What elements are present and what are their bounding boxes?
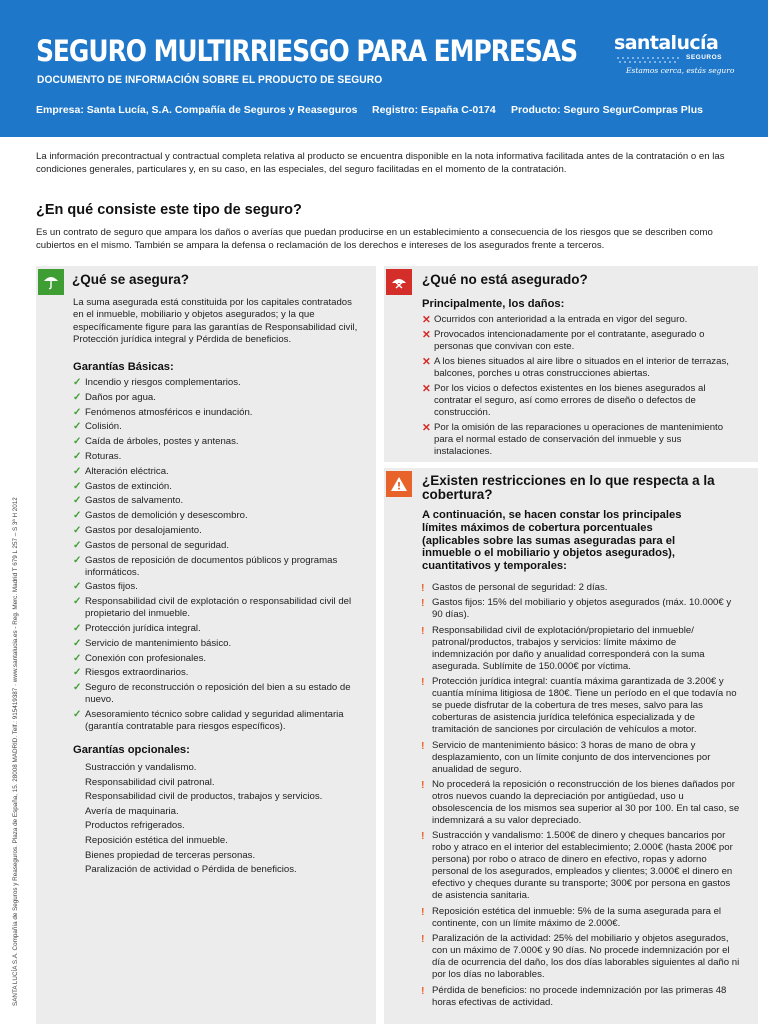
list-item-text: Responsabilidad civil patronal. — [85, 776, 215, 788]
insured-text: La suma asegurada está constituida por los capitales contratados en el inmueble, mobiliario y objetos asegurados; y la que específicamente figure para las garantías de Responsabilidad civil, Protección jurídica integral y Pérdida de beneficios. — [73, 297, 358, 346]
list-item — [73, 820, 363, 832]
list-item — [73, 407, 363, 419]
list-item — [420, 625, 740, 673]
brand-name: santalucía — [614, 32, 719, 54]
optional-guarantees-list — [73, 762, 363, 876]
legal-side-text: SANTA LUCÍA S.A. Compañía de Seguros y Reaseguros. Plaza de España, 15. 28008 MADRID. Telf.: 915419387 · www.santalucia.es - Reg. Merc. Madrid T 679 L 257 – S 3ª H 2012 — [12, 497, 19, 1006]
list-item-text: Responsabilidad civil de explotación o responsabilidad civil del propietario del inmueble. — [85, 596, 352, 620]
exclamation-icon: ! — [421, 830, 425, 843]
exclamation-icon: ! — [421, 624, 425, 637]
list-item-text: Ocurridos con anterioridad a la entrada en vigor del seguro. — [434, 314, 688, 325]
list-item — [73, 596, 363, 620]
list-item-text: Responsabilidad civil de explotación/propietario del inmueble/ patronal/productos, trabajos y servicios: límite máximo de indemnización por daño y anualidad corresponderá con la suma asegurada. Sublímite de 150.000€ por víctima. — [432, 624, 705, 672]
restrictions-list — [420, 582, 740, 1009]
cross-icon: ✕ — [422, 422, 431, 434]
list-item-text: Gastos de extinción. — [85, 480, 172, 492]
not-insured-subtitle: Principalmente, los daños: — [422, 298, 565, 310]
list-item — [73, 653, 363, 665]
exclamation-icon: ! — [421, 582, 425, 594]
optional-guarantees-title: Garantías opcionales: — [73, 744, 190, 756]
list-item — [73, 623, 363, 635]
list-item-text: Gastos fijos: 15% del mobiliario y objetos asegurados (máx. 10.000€ y 90 días). — [432, 597, 732, 621]
list-item — [73, 436, 363, 448]
list-item-text: Gastos de demolición y desescombro. — [85, 510, 248, 522]
list-item-text: Avería de maquinaria. — [85, 805, 179, 817]
cross-icon: ✕ — [422, 329, 431, 341]
list-item-text: Pérdida de beneficios: no procede indemnización por las primeras 48 horas efectivas de actividad. — [432, 984, 727, 1008]
list-item — [422, 422, 732, 458]
list-item — [73, 667, 363, 679]
cross-icon: ✕ — [422, 314, 431, 326]
check-icon: ✓ — [73, 524, 82, 536]
exclamation-icon: ! — [421, 739, 425, 752]
check-icon: ✓ — [73, 667, 82, 679]
brand-seguros: SEGUROS — [686, 54, 723, 61]
list-item — [73, 638, 363, 650]
exclamation-icon: ! — [421, 905, 425, 918]
basic-guarantees-title: Garantías Básicas: — [73, 361, 174, 373]
list-item — [422, 329, 732, 353]
warning-icon — [386, 471, 412, 497]
list-item-text: Incendio y riesgos complementarios. — [85, 377, 241, 388]
check-icon: ✓ — [73, 465, 82, 477]
check-icon: ✓ — [73, 495, 82, 507]
list-item — [73, 791, 363, 803]
list-item-text: Riesgos extraordinarios. — [85, 667, 189, 679]
list-item — [420, 676, 740, 736]
list-item-text: Fenómenos atmosféricos e inundación. — [85, 406, 253, 418]
list-item — [73, 555, 363, 579]
list-item-text: Daños por agua. — [85, 391, 156, 403]
umbrella-icon — [38, 269, 64, 295]
check-icon: ✓ — [73, 708, 82, 720]
list-item-text: Gastos fijos. — [85, 581, 138, 593]
list-item-text: Conexión con profesionales. — [85, 652, 207, 664]
list-item — [420, 906, 740, 930]
list-item — [73, 581, 363, 593]
list-item-text: Protección jurídica integral. — [85, 622, 201, 634]
list-item-text: Sustracción y vandalismo. — [85, 762, 197, 773]
list-item — [420, 830, 740, 902]
list-item-text: Por la omisión de las reparaciones u operaciones de mantenimiento para el normal estado de conservación del inmueble y sus instalaciones. — [434, 422, 724, 457]
list-item — [73, 481, 363, 493]
section-text: Es un contrato de seguro que ampara los daños o averías que puedan producirse en un establecimiento a consecuencia de los riesgos que se describen como cubiertos en el mismo. También se ampara la defensa o reclamación de los derechos e intereses de los asegurados frente a terceros. — [36, 227, 713, 251]
list-item-text: Seguro de reconstrucción o reposición del bien a su estado de nuevo. — [85, 682, 351, 706]
section-title: ¿En qué consiste este tipo de seguro? — [36, 202, 302, 218]
list-item — [73, 540, 363, 552]
check-icon: ✓ — [73, 377, 82, 388]
list-item-text: Reposición estética del inmueble: 5% de la suma asegurada para el continente, con un límite máximo de 2.000€. — [432, 905, 722, 929]
header-banner — [0, 0, 768, 137]
list-item — [73, 510, 363, 522]
list-item — [73, 495, 363, 507]
list-item-text: Asesoramiento técnico sobre calidad y seguridad alimentaria (garantía contratable para riesgos específicos). — [85, 708, 344, 732]
not-insured-panel — [384, 266, 758, 462]
list-item-text: Gastos de personal de seguridad. — [85, 539, 229, 551]
registry-info: Registro: España C-0174 — [372, 104, 496, 116]
list-item-text: Paralización de actividad o Pérdida de beneficios. — [85, 864, 297, 876]
check-icon: ✓ — [73, 581, 82, 593]
list-item-text: Por los vicios o defectos existentes en los bienes asegurados al contratar el seguro, así como errores de diseño o defectos de construcción. — [434, 383, 706, 418]
list-item — [422, 356, 732, 380]
list-item-text: Colisión. — [85, 421, 122, 433]
list-item — [420, 740, 740, 776]
list-item — [73, 421, 363, 433]
exclamation-icon: ! — [421, 984, 425, 997]
list-item — [73, 762, 363, 774]
restrictions-panel — [384, 468, 758, 1024]
list-item-text: Caída de árboles, postes y antenas. — [85, 436, 239, 448]
brand-dots-icon — [614, 54, 684, 66]
list-item — [73, 850, 363, 862]
company-info: Empresa: Santa Lucía, S.A. Compañía de Seguros y Reaseguros — [36, 104, 358, 116]
check-icon: ✓ — [73, 406, 82, 418]
list-item-text: Gastos de personal de seguridad: 2 días. — [432, 582, 608, 593]
check-icon: ✓ — [73, 652, 82, 664]
list-item — [73, 835, 363, 847]
restrictions-intro: A continuación, se hacen constar los principales límites máximos de cobertura porcentuales (aplicables sobre las sumas aseguradas para el inmueble o el mobiliario y objetos asegurados), cuantitativos y temporales: — [422, 509, 682, 573]
list-item-text: Servicio de mantenimiento básico: 3 horas de mano de obra y desplazamiento, con un límite conjunto de dos intervenciones por anualidad de seguro. — [432, 739, 711, 775]
brand-slogan: Estamos cerca, estás seguro — [626, 66, 735, 75]
list-item — [73, 709, 363, 733]
exclamation-icon: ! — [421, 597, 425, 610]
check-icon: ✓ — [73, 682, 82, 694]
cross-icon: ✕ — [422, 356, 431, 368]
check-icon: ✓ — [73, 450, 82, 462]
list-item — [420, 779, 740, 827]
list-item — [73, 392, 363, 404]
list-item-text: Reposición estética del inmueble. — [85, 834, 228, 846]
list-item — [420, 597, 740, 621]
intro-paragraph: La información precontractual y contractual completa relativa al producto se encuentra disponible en la nota informativa facilitada antes de la contratación o en las condiciones generales, particulares y, en su caso, en las especiales, del seguro facilitadas en el momento de la contratación. — [36, 151, 725, 175]
list-item-text: Responsabilidad civil de productos, trabajos y servicios. — [85, 791, 323, 803]
list-item — [73, 682, 363, 706]
list-item-text: Gastos por desalojamiento. — [85, 524, 202, 536]
check-icon: ✓ — [73, 637, 82, 649]
document-title: SEGURO MULTIRRIESGO PARA EMPRESAS — [36, 34, 578, 68]
check-icon: ✓ — [73, 596, 82, 608]
list-item-text: Provocados intencionadamente por el contratante, asegurado o personas que convivan con este. — [434, 329, 705, 352]
exclamation-icon: ! — [421, 778, 425, 791]
list-item — [420, 985, 740, 1009]
list-item-text: Productos refrigerados. — [85, 820, 185, 832]
list-item — [73, 466, 363, 478]
list-item — [422, 314, 732, 326]
basic-guarantees-list — [73, 377, 363, 733]
list-item-text: Alteración eléctrica. — [85, 465, 169, 477]
check-icon: ✓ — [73, 480, 82, 492]
list-item-text: Roturas. — [85, 450, 122, 462]
insured-title: ¿Qué se asegura? — [72, 272, 190, 287]
list-item — [73, 451, 363, 463]
list-item — [420, 933, 740, 981]
list-item — [73, 806, 363, 818]
document-subtitle: DOCUMENTO DE INFORMACIÓN SOBRE EL PRODUCTO DE SEGURO — [37, 74, 383, 86]
list-item-text: No procederá la reposición o reconstrucción de los bienes dañados por otros nuevos cuando la depreciación por antigüedad, uso u obsolescencia de los mismos sea superior al 30 por 100. En tal caso, se indemnizará a su valor depreciado. — [432, 778, 740, 826]
check-icon: ✓ — [73, 436, 82, 448]
list-item — [422, 383, 732, 419]
check-icon: ✓ — [73, 421, 82, 433]
list-item — [420, 582, 740, 594]
list-item-text: A los bienes situados al aire libre o situados en el interior de terrazas, balcones, porches u otras construcciones abiertas. — [434, 356, 729, 379]
list-item-text: Bienes propiedad de terceras personas. — [85, 849, 256, 861]
not-insured-list — [422, 314, 732, 458]
check-icon: ✓ — [73, 539, 82, 551]
list-item-text: Protección jurídica integral: cuantía máxima garantizada de 3.200€ y cuantía mínima litigiosa de 180€. Tiene un período en el que todavía no se puede disfrutar de la cobertura de tres meses, salvo para las coberturas de asistencia jurídica telefónica especializada y de tramitación de sanciones por circulación de vehículos a motor. — [432, 676, 737, 736]
restrictions-title: ¿Existen restricciones en lo que respecta a la cobertura? — [422, 473, 715, 502]
not-insured-title: ¿Qué no está asegurado? — [422, 272, 588, 287]
exclamation-icon: ! — [421, 676, 425, 689]
check-icon: ✓ — [73, 554, 82, 566]
product-info: Producto: Seguro SegurCompras Plus — [511, 104, 703, 116]
list-item — [73, 377, 363, 389]
list-item-text: Servicio de mantenimiento básico. — [85, 637, 232, 649]
crossed-umbrella-icon — [386, 269, 412, 295]
cross-icon: ✕ — [422, 383, 431, 395]
check-icon: ✓ — [73, 391, 82, 403]
list-item — [73, 864, 363, 876]
santalucia-logo — [614, 32, 744, 84]
list-item — [73, 777, 363, 789]
check-icon: ✓ — [73, 510, 82, 522]
check-icon: ✓ — [73, 622, 82, 634]
exclamation-icon: ! — [421, 933, 425, 946]
insured-panel — [36, 266, 376, 1024]
list-item-text: Paralización de la actividad: 25% del mobiliario y objetos asegurados, con un máximo de 7.000€ y 90 días. No procede indemnización por el día de ocurrencia del daño, los dos días laborables siguientes al daño ni por los días no laborables. — [432, 933, 740, 981]
list-item — [73, 525, 363, 537]
list-item-text: Gastos de reposición de documentos públicos y programas informáticos. — [85, 554, 338, 578]
list-item-text: Gastos de salvamento. — [85, 495, 184, 507]
list-item-text: Sustracción y vandalismo: 1.500€ de dinero y cheques bancarios por robo y atraco en el interior del establecimiento; 2.000€ (hasta 200€ por persona) por robo o atraco de dinero en efectivo, ropas y adorno personal de los asegurados, empleados y clientes; 3.000€ el dinero en efectivo y cheques durante su transporte; 300€ por persona en gastos de asistencia sanitaria. — [432, 830, 733, 902]
